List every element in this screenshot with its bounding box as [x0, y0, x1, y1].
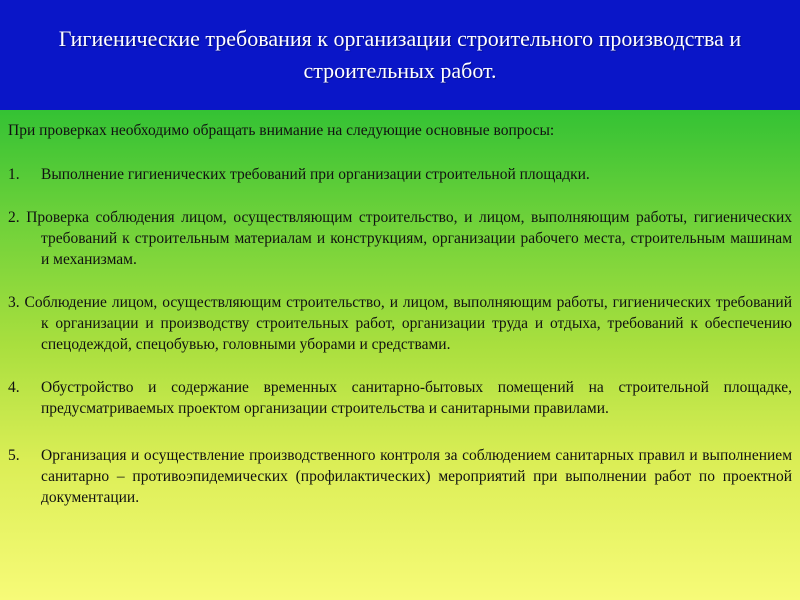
slide-title: Гигиенические требования к организации строительного производства и строительных работ.: [58, 26, 742, 83]
requirement-item-5: [8, 445, 792, 508]
requirement-text-4: Обустройство и содержание временных санитарно-бытовых помещений на строительной площадке, предусматриваемых проектом организации строительства и санитарными правилами.: [41, 379, 792, 417]
requirement-number-1: 1.: [8, 166, 20, 183]
requirement-text-2: 2. Проверка соблюдения лицом, осуществляющим строительство, и лицом, выполняющим работы, гигиенических требований к строительным материалам и конструкциям, организации рабочего места, строительным машинам и механизмам.: [8, 209, 792, 268]
title-band: [0, 0, 800, 110]
requirement-item-4: [8, 377, 792, 419]
intro-text: При проверках необходимо обращать внимание на следующие основные вопросы:: [8, 122, 555, 139]
requirement-number-4: 4.: [8, 379, 20, 396]
requirement-text-1: Выполнение гигиенических требований при организации строительной площадки.: [41, 166, 590, 183]
requirement-item-3: [8, 292, 792, 355]
requirement-text-5: Организация и осуществление производственного контроля за соблюдением санитарных правил и выполнением санитарно – противоэпидемических (профилактических) мероприятий при выполнении работ по проектной документации.: [41, 447, 792, 506]
requirement-number-5: 5.: [8, 447, 20, 464]
requirements-text: [8, 120, 792, 530]
content-area: [0, 110, 800, 600]
requirement-text-3: 3. Соблюдение лицом, осуществляющим строительство, и лицом, выполняющим работы, гигиенических требований к организации и производству строительных работ, организации труда и отдыха, требований к обеспечению спецодеждой, спецобувью, головными уборами и средствами.: [8, 294, 792, 353]
requirement-item-2: [8, 207, 792, 270]
requirement-item-1: [8, 164, 792, 185]
